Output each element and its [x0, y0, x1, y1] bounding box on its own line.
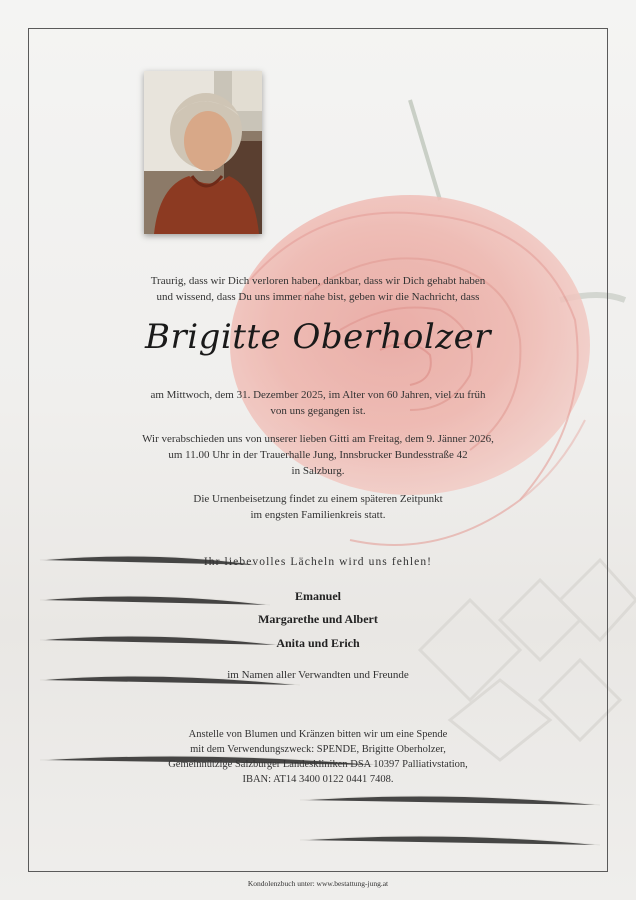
portrait-photo [144, 71, 262, 234]
donation-line: IBAN: AT14 3400 0122 0441 7408. [242, 774, 394, 785]
family-member: Emanuel [294, 589, 341, 603]
farewell-line: Wir verabschieden uns von unserer lieben Gitti am Freitag, dem 9. Jänner 2026, [142, 433, 494, 445]
donation-text [0, 727, 636, 787]
intro-line: Traurig, dass wir Dich verloren haben, dankbar, dass wir Dich gehabt haben [150, 275, 486, 287]
relatives-text: im Namen aller Verwandten und Freunde [227, 669, 409, 681]
farewell-line: in Salzburg. [291, 465, 345, 477]
deceased-name: Brigitte Oberholzer [144, 317, 492, 357]
family-member: Margarethe und Albert [258, 612, 378, 626]
condolence-link[interactable]: Kondolenzbuch unter: www.bestattung-jung.at [247, 879, 389, 888]
urn-text [0, 491, 636, 523]
intro-line: und wissend, dass Du uns immer nahe bist, geben wir die Nachricht, dass [156, 291, 480, 303]
quote: Ihr liebevolles Lächeln wird uns fehlen! [203, 556, 433, 568]
urn-line: im engsten Familienkreis statt. [250, 509, 386, 521]
death-line: am Mittwoch, dem 31. Dezember 2025, im Alter von 60 Jahren, viel zu früh [150, 389, 486, 401]
urn-line: Die Urnenbeisetzung findet zu einem späteren Zeitpunkt [193, 493, 443, 505]
donation-line: Gemeinnützige Salzburger Landeskliniken DSA 10397 Palliativstation, [168, 759, 468, 770]
family-member: Anita und Erich [276, 636, 360, 650]
death-line: von uns gegangen ist. [270, 405, 366, 417]
donation-line: Anstelle von Blumen und Kränzen bitten wir um eine Spende [188, 729, 448, 740]
donation-line: mit dem Verwendungszweck: SPENDE, Brigitte Oberholzer, [190, 744, 446, 755]
farewell-text [0, 431, 636, 479]
intro-text [0, 273, 636, 305]
farewell-line: um 11.00 Uhr in der Trauerhalle Jung, Innsbrucker Bundesstraße 42 [168, 449, 468, 461]
death-text [0, 387, 636, 419]
